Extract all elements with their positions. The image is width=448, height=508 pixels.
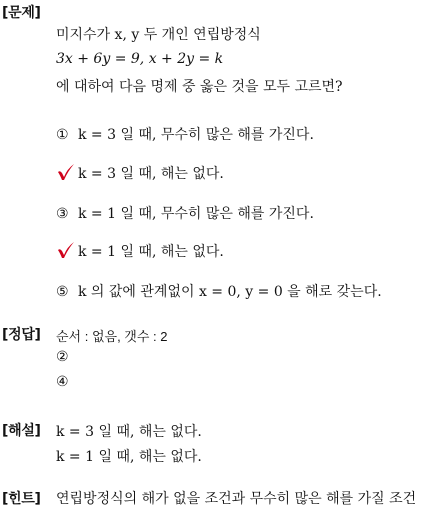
hint-text: 연립방정식의 해가 없을 조건과 무수히 많은 해를 가질 조건 xyxy=(56,491,417,507)
answer-meta: 순서 : 없음, 갯수 : 2 xyxy=(56,329,168,344)
choice-5 xyxy=(56,281,382,301)
problem-label: [문제] xyxy=(2,5,41,21)
explanation-line-1: k = 3 일 때, 해는 없다. xyxy=(56,424,202,440)
problem-question: 에 대하여 다음 명제 중 옳은 것을 모두 고르면? xyxy=(56,79,343,95)
choice-text: k = 3 일 때, 무수히 많은 해를 가진다. xyxy=(78,127,314,143)
choice-4 xyxy=(56,241,224,263)
choice-marker: ③ xyxy=(56,206,69,222)
checkmark-icon xyxy=(56,163,78,185)
choice-3 xyxy=(56,203,314,223)
answer-item-1: ② xyxy=(56,349,69,365)
hint-label: [힌트] xyxy=(2,491,41,507)
answer-item-2: ④ xyxy=(56,374,69,390)
choice-text: k = 1 일 때, 해는 없다. xyxy=(78,244,224,260)
explanation-label: [해설] xyxy=(2,423,41,439)
choice-text: k 의 값에 관계없이 x = 0, y = 0 을 해로 갖는다. xyxy=(78,284,382,300)
choice-marker: ⑤ xyxy=(56,284,69,300)
explanation-line-2: k = 1 일 때, 해는 없다. xyxy=(56,449,202,465)
answer-label: [정답] xyxy=(2,327,41,343)
choice-1 xyxy=(56,124,314,144)
checkmark-icon xyxy=(56,241,78,263)
problem-equations: 3x + 6y = 9, x + 2y = k xyxy=(56,51,224,67)
choice-text: k = 3 일 때, 해는 없다. xyxy=(78,166,224,182)
problem-line-1: 미지수가 x, y 두 개인 연립방정식 xyxy=(56,27,261,43)
choice-2 xyxy=(56,163,224,185)
choice-marker: ① xyxy=(56,127,69,143)
choice-text: k = 1 일 때, 무수히 많은 해를 가진다. xyxy=(78,206,314,222)
